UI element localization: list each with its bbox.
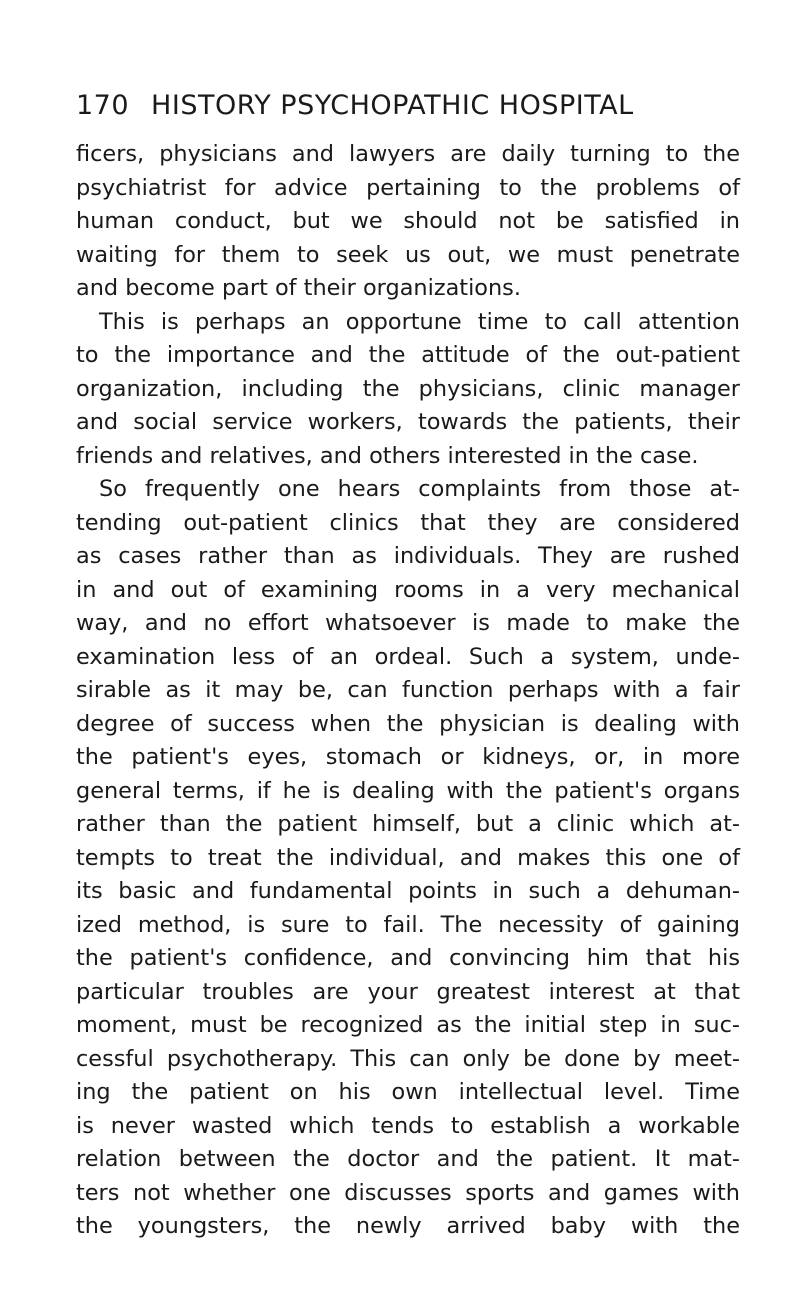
text-line: sirable as it may be, can function perhaps with a fair [76,677,740,703]
text-line: particular troubles are your greatest interest at that [76,978,740,1005]
text-line: relation between the doctor and the patient. It mat- [76,1146,740,1172]
text-line: way, and no effort whatsoever is made to make the [76,610,740,636]
page-number: 170 [76,90,130,121]
text-line: psychiatrist for advice pertaining to the problems of [76,174,740,201]
text-line: rather than the patient himself, but a clinic which at- [76,811,740,837]
text-line: the patient's confidence, and convincing him that his [76,945,740,971]
text-line: organization, including the physicians, clinic manager [76,375,740,402]
text-line: This is perhaps an opportune time to call attention [99,308,740,335]
text-line: moment, must be recognized as the initial step in suc- [76,1012,740,1038]
text-line: to the importance and the attitude of the out-patient [76,342,740,368]
page-header [76,90,634,134]
text-line: cessful psychotherapy. This can only be done by meet- [76,1045,740,1072]
text-line: the patient's eyes, stomach or kidneys, or, in more [76,744,740,770]
text-line: friends and relatives, and others interested in the case. [76,442,699,469]
text-line: ficers, physicians and lawyers are daily turning to the [76,141,740,167]
text-line: is never wasted which tends to establish a workable [76,1112,740,1139]
text-line: general terms, if he is dealing with the patient's organs [76,777,740,804]
text-line: its basic and fundamental points in such a dehuman- [76,878,740,904]
text-line: tempts to treat the individual, and makes this one of [76,844,740,871]
text-line: degree of success when the physician is dealing with [76,710,740,737]
text-line: ters not whether one discusses sports and games with [76,1179,740,1206]
text-line: So frequently one hears complaints from those at- [99,476,740,502]
text-line: examination less of an ordeal. Such a system, unde- [76,643,740,670]
text-line: in and out of examining rooms in a very mechanical [76,576,740,603]
text-line: ized method, is sure to fail. The necessity of gaining [76,911,740,938]
text-line: the youngsters, the newly arrived baby with the [76,1213,740,1239]
running-head: HISTORY PSYCHOPATHIC HOSPITAL [151,90,634,121]
text-line: waiting for them to seek us out, we must penetrate [76,241,740,268]
text-line: and become part of their organizations. [76,275,521,301]
text-line: as cases rather than as individuals. They are rushed [76,543,740,569]
text-line: human conduct, but we should not be satisfied in [76,208,740,234]
text-line: ing the patient on his own intellectual level. Time [76,1079,740,1105]
text-line: tending out-patient clinics that they are considered [76,509,740,536]
text-line: and social service workers, towards the patients, their [76,409,740,435]
